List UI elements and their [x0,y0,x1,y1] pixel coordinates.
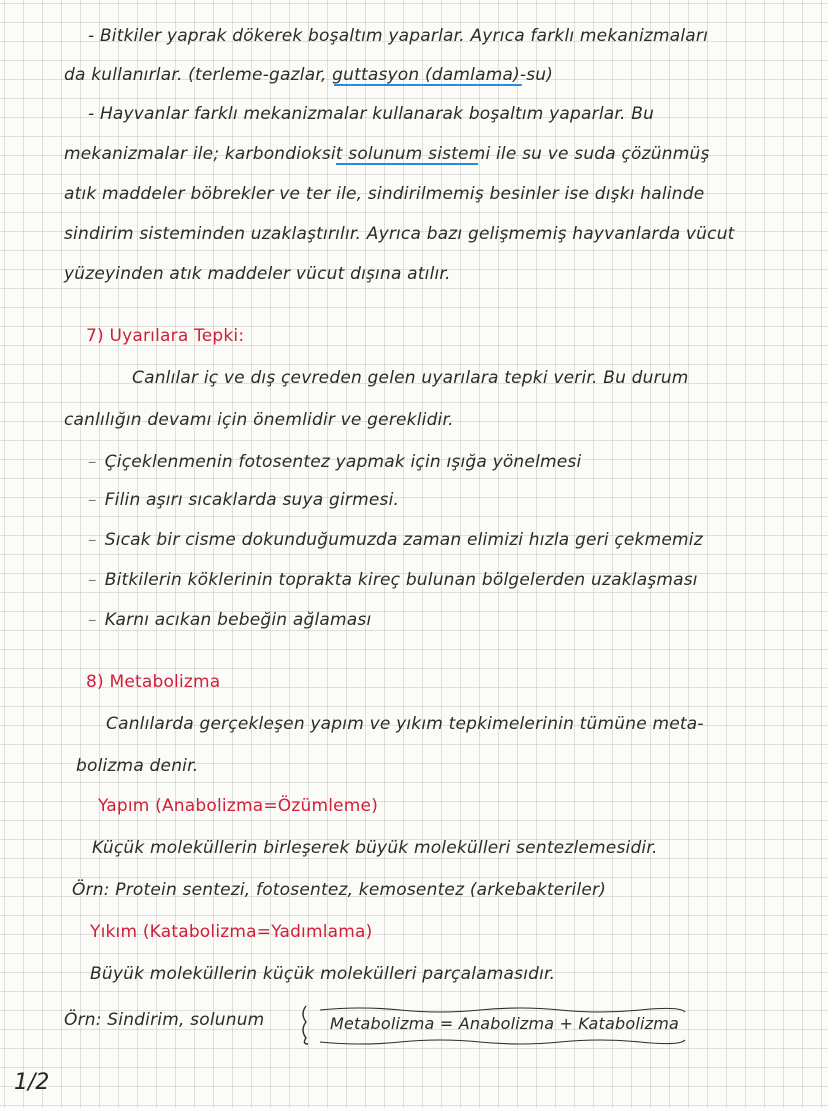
note-line-5: atık maddeler böbrekler ve ter ile, sindirilmemiş besinler ise dışkı halinde [64,184,705,204]
note-line-1: - Bitkiler yaprak dökerek boşaltım yaparlar. Ayrıca farklı mekanizmaları [88,26,709,46]
metabolism-equation: Metabolizma = Anabolizma + Katabolizma [330,1014,680,1033]
anabolism-title: Yapım (Anabolizma=Özümleme) [98,796,379,816]
section-7-item [88,570,698,590]
section-7-item-text: Bitkilerin köklerinin toprakta kireç bulunan bölgelerden uzaklaşması [104,570,698,590]
anabolism-example: Örn: Protein sentezi, fotosentez, kemosentez (arkebakteriler) [72,880,607,900]
anabolism-text: Küçük moleküllerin birleşerek büyük molekülleri sentezlemesidir. [92,838,658,858]
section-8-intro-1: Canlılarda gerçekleşen yapım ve yıkım tepkimelerinin tümüne meta- [106,714,704,734]
section-7-item-text: Karnı acıkan bebeğin ağlaması [104,610,372,630]
page-mark: 1/2 [14,1070,50,1095]
section-7-item-text: Sıcak bir cisme dokunduğumuzda zaman elimizi hızla geri çekmemiz [104,530,703,550]
catabolism-title: Yıkım (Katabolizma=Yadımlama) [90,922,373,942]
dash: – [88,452,97,472]
underline-solunum [336,144,478,164]
section-7-item [88,530,703,550]
section-7-item-text: Çiçeklenmenin fotosentez yapmak için ışığa yönelmesi [104,452,582,472]
catabolism-text: Büyük moleküllerin küçük molekülleri parçalamasıdır. [90,964,556,984]
dash: – [88,610,97,630]
section-7-intro-1: Canlılar iç ve dış çevreden gelen uyarılara tepki verir. Bu durum [132,368,689,388]
section-7-item [88,610,371,630]
note-line-3: - Hayvanlar farklı mekanizmalar kullanarak boşaltım yaparlar. Bu [88,104,655,124]
section-7-intro-2: canlılığın devamı için önemlidir ve gereklidir. [64,410,454,430]
section-7-item [88,490,399,510]
note-line-2: da kullanırlar. (terleme-gazlar, guttasyon (damlama)-su) [64,65,554,85]
dash: – [88,570,97,590]
section-7-item [88,452,581,472]
note-line-7: yüzeyinden atık maddeler vücut dışına atılır. [64,264,451,284]
dash: – [88,490,97,510]
note-line-6: sindirim sisteminden uzaklaştırılır. Ayrıca bazı gelişmemiş hayvanlarda vücut [64,224,735,244]
catabolism-example: Örn: Sindirim, solunum [64,1010,265,1030]
section-7-item-text: Filin aşırı sıcaklarda suya girmesi. [104,490,400,510]
section-7-heading: 7) Uyarılara Tepki: [86,326,245,346]
dash: – [88,530,97,550]
note-line-4: mekanizmalar ile; karbondioksit solunum sistemi ile su ve suda çözünmüş [64,144,710,164]
metabolism-equation-box [300,1004,690,1046]
underline-guttasyon [334,65,522,85]
section-8-intro-2: bolizma denir. [76,756,199,776]
section-8-heading: 8) Metabolizma [86,672,221,692]
